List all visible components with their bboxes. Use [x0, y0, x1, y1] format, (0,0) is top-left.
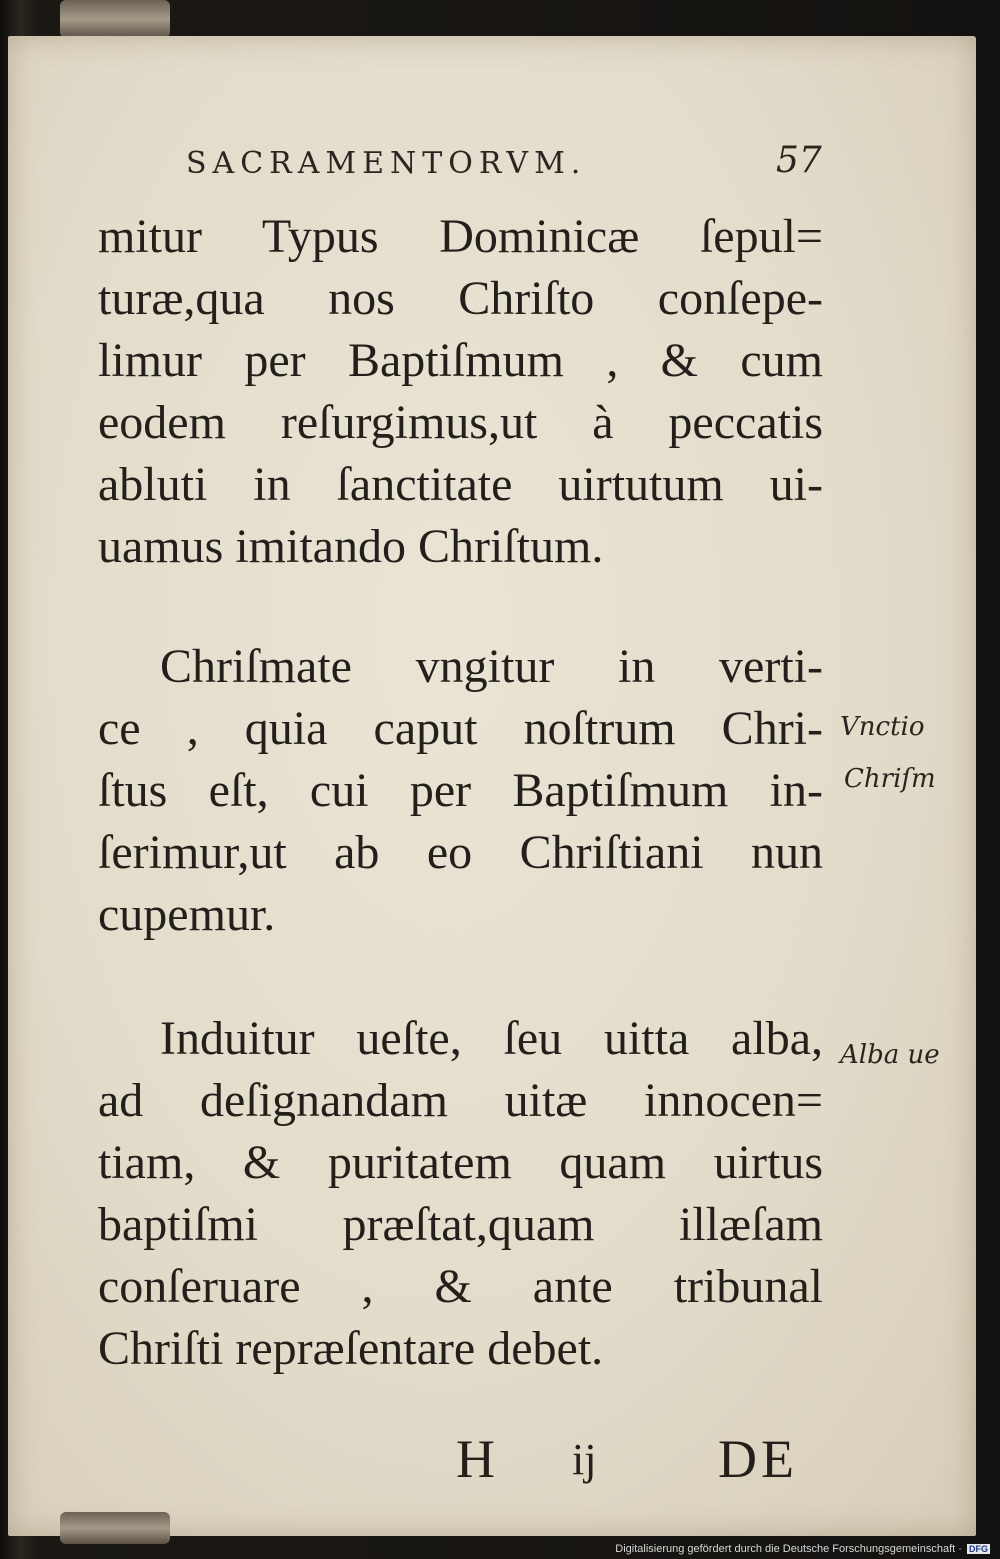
dfg-logo: DFG — [969, 1544, 988, 1554]
text-line: uamus imitando Chriſtum. — [98, 520, 604, 573]
book-clasp-top — [60, 0, 170, 38]
marginal-note: Chriſm — [844, 764, 936, 794]
book-clasp-bottom — [60, 1512, 170, 1544]
text-line: ſtus eſt, cui per Baptiſmum in- — [98, 764, 823, 817]
paragraph-3 — [98, 1008, 823, 1380]
signature-mark: H — [456, 1429, 495, 1489]
digitization-credit — [615, 1543, 990, 1555]
page-number: 57 — [776, 140, 822, 181]
text-line: ce , quia caput noſtrum Chri- — [98, 702, 823, 755]
signature-number: ij — [572, 1435, 597, 1484]
paragraph-1 — [98, 206, 823, 578]
text-line: cupemur. — [98, 888, 276, 941]
text-line: ſerimur,ut ab eo Chriſtiani nun — [98, 826, 823, 879]
text-line: Chriſti repræſentare debet. — [98, 1322, 604, 1375]
text-line: Chriſmate vngitur in verti- — [160, 640, 823, 693]
paragraph-2 — [98, 636, 823, 946]
marginal-note: Vnctio — [840, 712, 925, 742]
text-line: abluti in ſanctitate uirtutum ui- — [98, 458, 823, 511]
text-line: ad deſignandam uitæ innocen= — [98, 1074, 823, 1127]
book-page — [8, 36, 976, 1536]
text-line: conſeruare , & ante tribunal — [98, 1260, 823, 1313]
credit-text: Digitalisierung gefördert durch die Deutsche Forschungsgemeinschaft · — [615, 1543, 962, 1555]
text-line: tiam, & puritatem quam uirtus — [98, 1136, 823, 1189]
text-line: turæ,qua nos Chriſto conſepe- — [98, 272, 823, 325]
text-line: mitur Typus Dominicæ ſepul= — [98, 210, 823, 263]
text-line: eodem reſurgimus,ut à peccatis — [98, 396, 823, 449]
text-line: limur per Baptiſmum , & cum — [98, 334, 823, 387]
catchword: DE — [718, 1429, 798, 1489]
running-head: SACRAMENTORVM. — [186, 146, 587, 181]
text-line: baptiſmi præſtat,quam illæſam — [98, 1198, 823, 1251]
text-line: Induitur ueſte, ſeu uitta alba, — [160, 1012, 823, 1065]
marginal-note: Alba ue — [840, 1040, 940, 1070]
